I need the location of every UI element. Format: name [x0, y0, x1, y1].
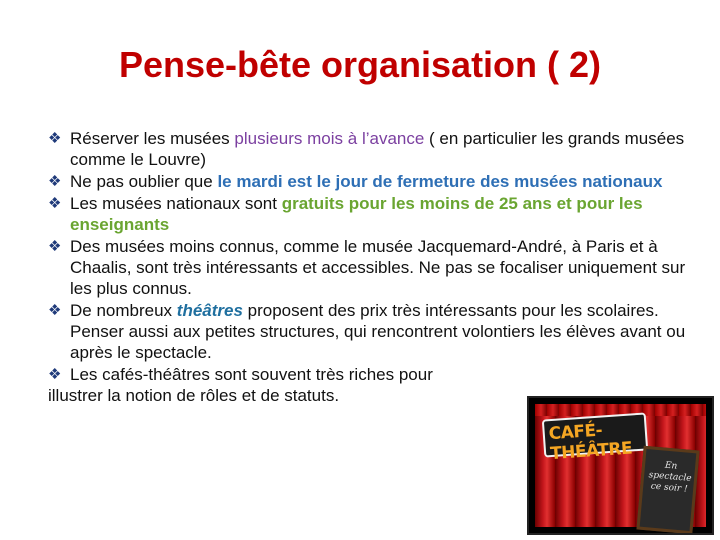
cafe-theatre-sign: CAFÉ-THÉÂTRE	[542, 412, 648, 457]
diamond-bullet-icon: ❖	[48, 238, 62, 255]
list-item: ❖ Ne pas oublier que le mardi est le jour de fermeture des musées nationaux	[48, 172, 663, 191]
list-item: ❖ Des musées moins connus, comme le musée Jacquemard-André, à Paris et à Chaalis, sont très intéressants et accessibles. Ne pas se focaliser uniquement sur les plus connus.	[48, 237, 686, 298]
list-item: ❖ Réserver les musées plusieurs mois à l’avance ( en particulier les grands musées comme le Louvre)	[48, 129, 685, 169]
list-item: ❖ De nombreux théâtres proposent des prix très intéressants pour les scolaires. Penser aussi aux petites structures, qui rencontrent volontiers les élèves avant ou après le spectacle.	[48, 301, 686, 362]
list-item: ❖ Les cafés-théâtres sont souvent très riches pour illustrer la notion de rôles et de statuts.	[48, 365, 433, 405]
bullet-list	[48, 128, 688, 407]
slide-title: Pense-bête organisation ( 2)	[118, 44, 602, 85]
diamond-bullet-icon: ❖	[48, 173, 62, 190]
diamond-bullet-icon: ❖	[48, 130, 62, 147]
chalkboard-sign: En spectacle ce soir !	[636, 446, 699, 535]
cafe-theatre-image	[527, 396, 714, 535]
diamond-bullet-icon: ❖	[48, 302, 62, 319]
list-item: ❖ Les musées nationaux sont gratuits pour les moins de 25 ans et pour les enseignants	[48, 194, 643, 234]
diamond-bullet-icon: ❖	[48, 366, 62, 383]
diamond-bullet-icon: ❖	[48, 195, 62, 212]
